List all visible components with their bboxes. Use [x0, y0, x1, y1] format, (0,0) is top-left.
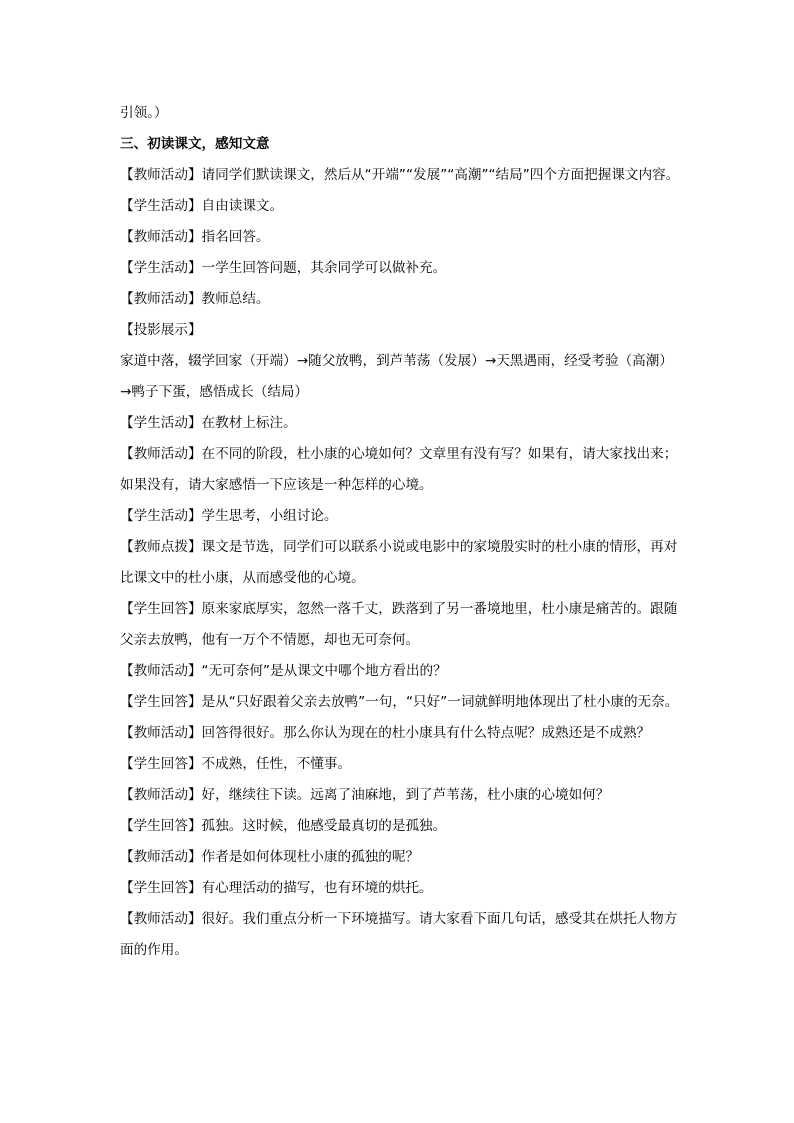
paragraph: 【学生回答】孤独。这时候，他感受最真切的是孤独。	[120, 818, 447, 834]
paragraph: 【学生活动】学生思考，小组讨论。	[120, 508, 338, 524]
paragraph: 【教师活动】在不同的阶段，杜小康的心境如何？文章里有没有写？如果有，请大家找出来；如果没有，请大家感悟一下应该是一种怎样的心境。	[120, 446, 678, 493]
paragraph: 【学生回答】有心理活动的描写，也有环境的烘托。	[120, 880, 433, 896]
plot-summary: 家道中落，辍学回家（开端）→随父放鸭，到芦苇荡（发展）→天黑遇雨，经受考验（高潮）→鸭子下蛋，感悟成长（结局）	[120, 353, 673, 400]
paragraph: 【教师点拨】课文是节选，同学们可以联系小说或电影中的家境殷实时的杜小康的情形，再对比课文中的杜小康，从而感受他的心境。	[120, 539, 678, 586]
paragraph: 【投影展示】	[120, 322, 202, 338]
paragraph: 【学生回答】是从“只好跟着父亲去放鸭”一句，“只好”一词就鲜明地体现出了杜小康的无奈。	[120, 694, 679, 710]
paragraph: 【学生回答】原来家底厚实，忽然一落千丈，跌落到了另一番境地里，杜小康是痛苦的。跟随父亲去放鸭，他有一万个不情愿，却也无可奈何。	[120, 601, 678, 648]
paragraph: 【教师活动】作者是如何体现杜小康的孤独的呢？	[120, 849, 420, 865]
paragraph: 【学生活动】一学生回答问题，其余同学可以做补充。	[120, 260, 447, 276]
paragraph: 引领。）	[120, 105, 168, 121]
paragraph: 【教师活动】很好。我们重点分析一下环境描写。请大家看下面几句话，感受其在烘托人物方面的作用。	[120, 911, 678, 958]
section-heading: 三、初读课文，感知文意	[120, 136, 270, 152]
paragraph: 【学生回答】不成熟，任性，不懂事。	[120, 756, 352, 772]
paragraph: 【教师活动】请同学们默读课文，然后从“开端”“发展”“高潮”“结局”四个方面把握课文内容。	[120, 167, 680, 183]
paragraph: 【学生活动】自由读课文。	[120, 198, 284, 214]
paragraph: 【教师活动】回答得很好。那么你认为现在的杜小康具有什么特点呢？成熟还是不成熟？	[120, 725, 651, 741]
paragraph: 【教师活动】教师总结。	[120, 291, 270, 307]
paragraph: 【教师活动】“无可奈何”是从课文中哪个地方看出的？	[120, 663, 447, 679]
paragraph: 【教师活动】好，继续往下读。远离了油麻地，到了芦苇荡，杜小康的心境如何？	[120, 787, 610, 803]
paragraph: 【学生活动】在教材上标注。	[120, 415, 297, 431]
paragraph: 【教师活动】指名回答。	[120, 229, 270, 245]
document-body	[120, 98, 680, 966]
